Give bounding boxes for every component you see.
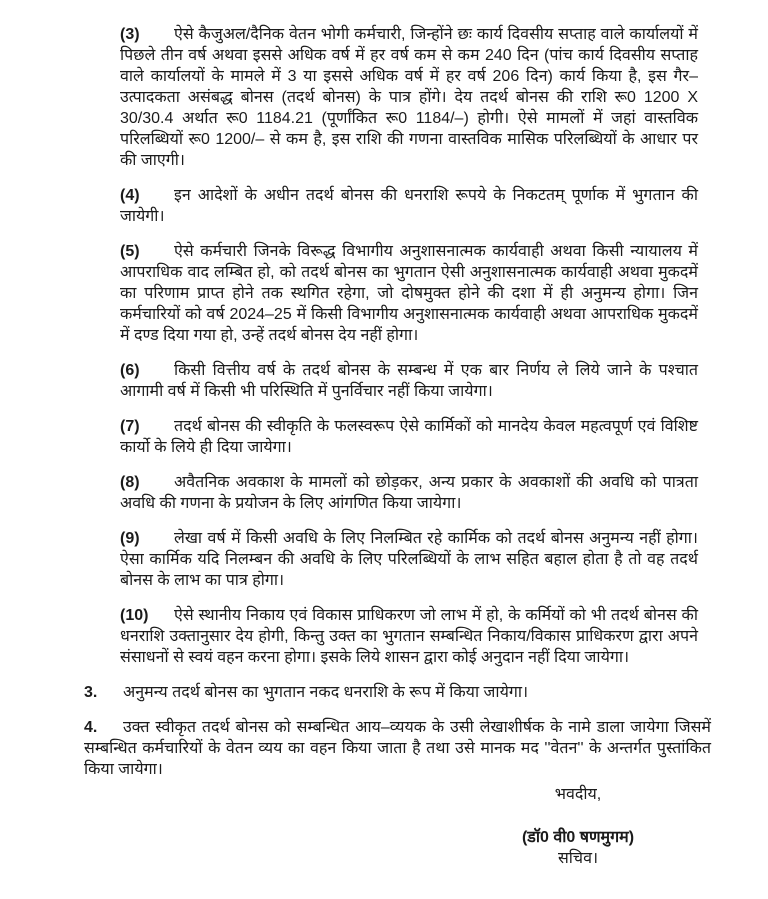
- item-3-text: अनुमन्य तदर्थ बोनस का भुगतान नकद धनराशि के रूप में किया जायेगा।: [123, 684, 529, 701]
- signature-block: [458, 784, 698, 869]
- clause-5: [120, 241, 698, 346]
- clause-3-text: ऐसे कैजुअल/दैनिक वेतन भोगी कर्मचारी, जिन्होंने छः कार्य दिवसीय सप्ताह वाले कार्यालयों में पिछले तीन वर्ष अथवा इससे अधिक वर्ष में हर वर्ष कम से कम 240 दिन (पांच कार्य दिवसीय सप्ताह वाले कार्यालयों के मामले में 3 या इससे अधिक वर्ष में हर वर्ष 206 दिन) कार्य किया है, इस गैर–उत्पादकता असंबद्ध बोनस (तदर्थ बोनस) के पात्र होंगे। देय तदर्थ बोनस की राशि रू0 1200 X 30/30.4 अर्थात रू0 1184.21 (पूर्णांकित रू0 1184/–) होगी। ऐसे मामलों में जहां वास्तविक परिलब्धियों रू0 1200/– से कम है, इस राशि की गणना वास्तविक मासिक परिलब्धियों के आधार पर की जाएगी।: [120, 26, 698, 169]
- clause-5-marker: (5): [120, 243, 140, 260]
- clause-9-marker: (9): [120, 530, 140, 547]
- clause-4-text: इन आदेशों के अधीन तदर्थ बोनस की धनराशि रूपये के निकटतम् पूर्णाक में भुगतान की जायेगी।: [120, 187, 698, 225]
- clause-10: [120, 605, 698, 668]
- signatory-name: (डॉ0 वी0 षणमुगम): [521, 829, 635, 846]
- clause-3-marker: (3): [120, 26, 140, 43]
- clause-8-text: अवैतनिक अवकाश के मामलों को छोड़कर, अन्य प्रकार के अवकाशों की अवधि को पात्रता अवधि की गणना के प्रयोजन के लिए आंगणित किया जायेगा।: [120, 474, 698, 512]
- clause-6-marker: (6): [120, 362, 140, 379]
- clause-4: [120, 185, 698, 227]
- clause-7-text: तदर्थ बोनस की स्वीकृति के फलस्वरूप ऐसे कार्मिकों को मानदेय केवल महत्वपूर्ण एवं विशिष्ट कार्यो के लिये ही दिया जायेगा।: [120, 418, 698, 456]
- item-3-marker: 3.: [84, 684, 98, 701]
- clause-3: [120, 24, 698, 171]
- clause-10-text: ऐसे स्थानीय निकाय एवं विकास प्राधिकरण जो लाभ में हो, के कर्मियों को भी तदर्थ बोनस की धनराशि उक्तानुसार देय होगी, किन्तु उक्त का भुगतान सम्बन्धित निकाय/विकास प्राधिकरण द्वारा अपने संसाधनों से स्वयं वहन करना होगा। इसके लिये शासन द्वारा कोई अनुदान नहीं दिया जायेगा।: [120, 607, 698, 666]
- clause-7: [120, 416, 698, 458]
- clause-5-text: ऐसे कर्मचारी जिनके विरूद्ध विभागीय अनुशासनात्मक कार्यवाही अथवा किसी न्यायालय में आपराधिक वाद लम्बित हो, को तदर्थ बोनस का भुगतान ऐसी अनुशासनात्मक कार्यवाही अथवा मुकदमें का परिणाम प्राप्त होने तक स्थगित रहेगा, जो दोषमुक्त होने की दशा में ही अनुमन्य होगा। जिन कर्मचारियों को वर्ष 2024–25 में किसी विभागीय अनुशासनात्मक कार्यवाही अथवा आपराधिक मुकदमें में दण्ड दिया गया हो, उन्हें तदर्थ बोनस देय नहीं होगा।: [120, 243, 698, 344]
- closing-salutation: भवदीय,: [554, 786, 602, 803]
- clause-9: [120, 528, 698, 591]
- clause-4-marker: (4): [120, 187, 140, 204]
- clause-6: [120, 360, 698, 402]
- item-3: [84, 682, 711, 703]
- clause-8-marker: (8): [120, 474, 140, 491]
- clause-9-text: लेखा वर्ष में किसी अवधि के लिए निलम्बित रहे कार्मिक को तदर्थ बोनस अनुमन्य नहीं होगा। ऐसा कार्मिक यदि निलम्बन की अवधि के लिए परिलब्धियों के लाभ सहित बहाल होता है तो वह तदर्थ बोनस के लाभ का पात्र होगा।: [120, 530, 698, 589]
- item-4: [84, 717, 711, 780]
- clause-8: [120, 472, 698, 514]
- clause-6-text: किसी वित्तीय वर्ष के तदर्थ बोनस के सम्बन्ध में एक बार निर्णय ले लिये जाने के पश्चात आगामी वर्ष में किसी भी परिस्थिति में पुनर्विचार नहीं किया जायेगा।: [120, 362, 698, 400]
- item-4-marker: 4.: [84, 719, 98, 736]
- clause-7-marker: (7): [120, 418, 140, 435]
- clause-10-marker: (10): [120, 607, 149, 624]
- item-4-text: उक्त स्वीकृत तदर्थ बोनस को सम्बन्धित आय–व्ययक के उसी लेखाशीर्षक के नामे डाला जायेगा जिसमें सम्बन्धित कर्मचारियों के वेतन व्यय का वहन किया जाता है तथा उसे मानक मद ''वेतन'' के अन्तर्गत पुस्तांकित किया जायेगा।: [84, 719, 711, 778]
- signatory-title: सचिव।: [557, 850, 599, 867]
